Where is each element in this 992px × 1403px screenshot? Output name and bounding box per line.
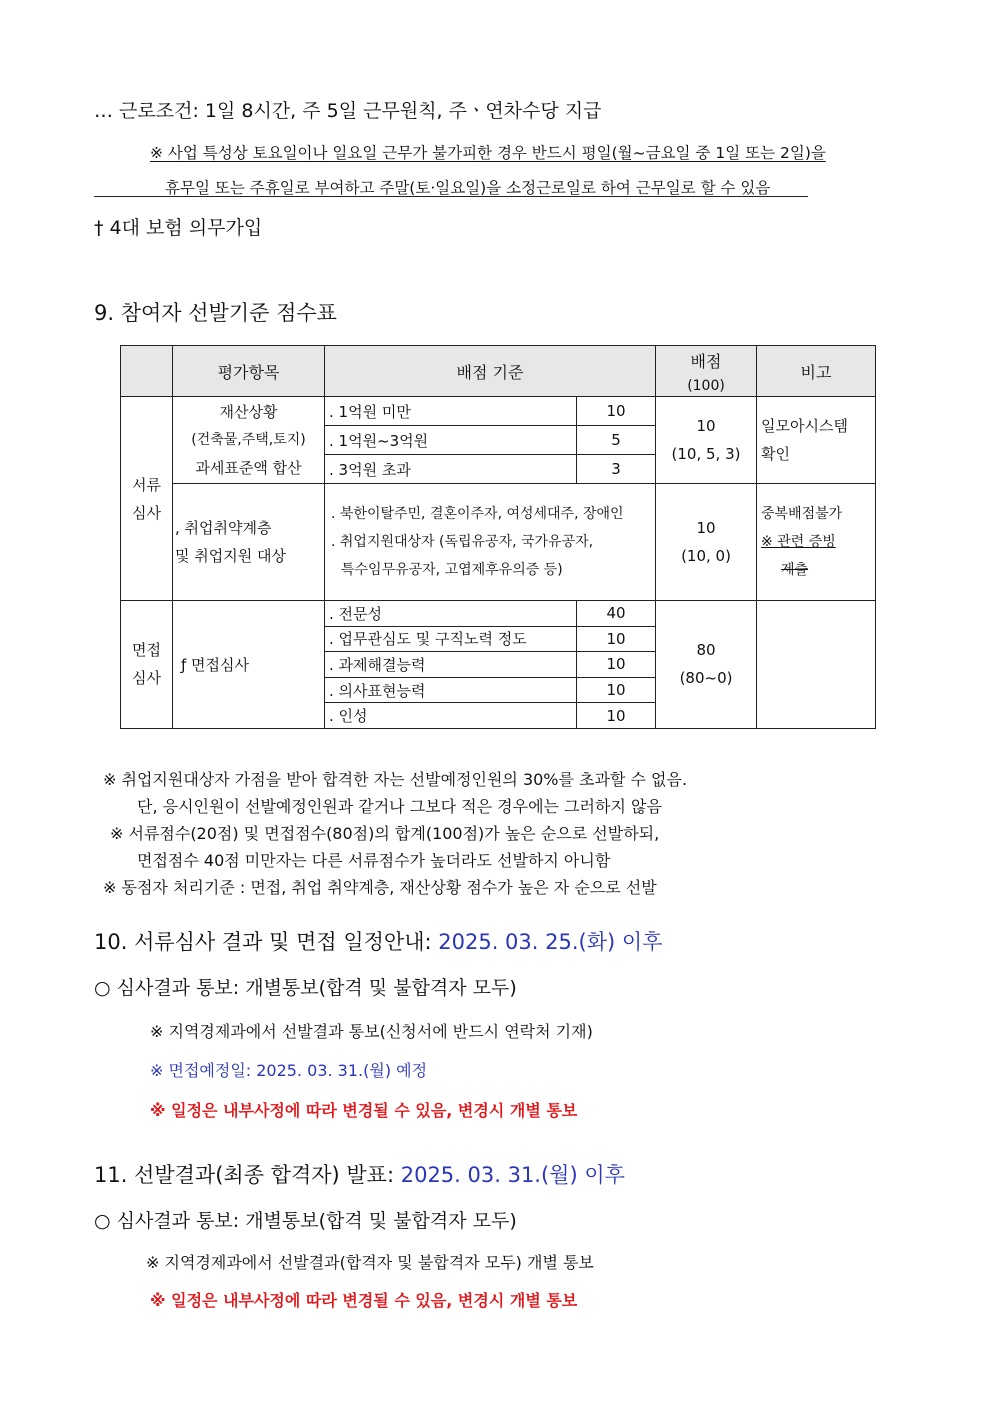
interview-category-line2: 심사 [132,669,161,688]
property-points-2: 5 [577,426,656,455]
table-row [121,601,876,627]
section10-heading [94,926,662,956]
header-score-line1: 배점 [690,351,722,371]
section11-detail-1: ※ 지역경제과에서 선발결과(합격자 및 불합격자 모두) 개별 통보 [146,1253,594,1272]
property-note-line1: 일모아시스템 [761,417,848,435]
header-criteria: 배점 기준 [325,346,656,397]
vulnerable-score [656,484,757,601]
table-row [121,397,876,426]
interview-points-3: 10 [577,652,656,678]
section9-heading: 9. 참여자 선발기준 점수표 [94,301,337,325]
section9-note-3: ※ 서류점수(20점) 및 면접점수(80점)의 합계(100점)가 높은 순으로 선발하되, [110,824,660,843]
work-conditions: … 근로조건: 1일 8시간, 주 5일 근무원칙, 주ㆍ연차수당 지급 [94,100,602,122]
section10-detail-2: ※ 면접예정일: 2025. 03. 31.(월) 예정 [150,1061,428,1080]
interview-note [757,601,876,729]
vulnerable-criteria-line1: . 북한이탈주민, 결혼이주자, 여성세대주, 장애인 [331,506,624,522]
interview-points-4: 10 [577,677,656,703]
vulnerable-criteria [325,484,656,601]
property-criteria-1: . 1억원 미만 [325,397,577,426]
section11-heading-text: 11. 선발결과(최종 합격자) 발표: [94,1163,401,1187]
header-note: 비고 [757,346,876,397]
interview-points-5: 10 [577,703,656,729]
section9-note-2: 단, 응시인원이 선발예정인원과 같거나 그보다 적은 경우에는 그러하지 않음 [137,797,662,816]
section9-note-1: ※ 취업지원대상자 가점을 받아 합격한 자는 선발예정인원의 30%를 초과할 수 없음. [103,770,688,789]
section10-heading-text: 10. 서류심사 결과 및 면접 일정안내: [94,930,439,954]
section9-note-5: ※ 동점자 처리기준 : 면접, 취업 취약계층, 재산상황 점수가 높은 자 순으로 선발 [103,878,657,897]
property-note-line2: 확인 [761,445,790,463]
interview-criteria-2: . 업무관심도 및 구직노력 정도 [325,626,577,652]
property-points-3: 3 [577,455,656,484]
property-criteria-3: . 3억원 초과 [325,455,577,484]
vulnerable-criteria-line3: 특수임무유공자, 고엽제후유의증 등) [341,562,563,578]
property-note [757,397,876,484]
property-score-line1: 10 [696,417,716,435]
property-score-line2: (10, 5, 3) [671,445,741,463]
interview-criteria-5: . 인성 [325,703,577,729]
vulnerable-score-line1: 10 [696,519,716,537]
property-criteria-2: . 1억원~3억원 [325,426,577,455]
section10-heading-date: 2025. 03. 25.(화) 이후 [438,930,663,954]
header-blank [121,346,173,397]
header-score [656,346,757,397]
score-table [120,345,876,729]
section10-detail-1: ※ 지역경제과에서 선발결과 통보(신청서에 반드시 연락처 기재) [150,1022,593,1041]
vulnerable-note-line3: 제출 [781,562,809,578]
interview-criteria-4: . 의사표현능력 [325,677,577,703]
interview-item: ƒ 면접심사 [173,601,325,729]
weekend-note-line1: ※ 사업 특성상 토요일이나 일요일 근무가 불가피한 경우 반드시 평일(월~금요일 중 1일 또는 2일)을 [150,144,826,162]
section11-warning: ※ 일정은 내부사정에 따라 변경될 수 있음, 변경시 개별 통보 [150,1291,578,1310]
property-item-line2: (건축물,주택,토지) [191,432,306,448]
interview-score [656,601,757,729]
section10-notice: ○ 심사결과 통보: 개별통보(합격 및 불합격자 모두) [94,977,517,999]
header-item: 평가항목 [173,346,325,397]
vulnerable-score-line2: (10, 0) [681,547,731,565]
property-item-line1: 재산상황 [219,403,278,421]
section10-warning: ※ 일정은 내부사정에 따라 변경될 수 있음, 변경시 개별 통보 [150,1101,578,1120]
section11-heading-date: 2025. 03. 31.(월) 이후 [400,1163,625,1187]
doc-review-category-line1: 서류 [132,475,161,494]
interview-category [121,601,173,729]
vulnerable-item-line1: , 취업취약계층 [175,519,272,537]
property-item [173,397,325,484]
property-item-line3: 과세표준액 합산 [195,459,302,477]
vulnerable-note-line1: 중복배점불가 [761,506,843,522]
interview-points-2: 10 [577,626,656,652]
interview-score-line1: 80 [696,641,716,660]
note-underline [94,196,808,197]
vulnerable-criteria-line2: . 취업지원대상자 (독립유공자, 국가유공자, [331,534,594,550]
doc-review-category-line2: 심사 [132,503,161,522]
property-score [656,397,757,484]
interview-criteria-1: . 전문성 [325,601,577,627]
table-row [121,484,876,601]
vulnerable-note [757,484,876,601]
doc-review-category [121,397,173,601]
interview-category-line1: 면접 [132,641,161,660]
vulnerable-item-line2: 및 취업지원 대상 [175,547,286,565]
interview-score-line2: (80~0) [679,669,733,688]
interview-points-1: 40 [577,601,656,627]
section9-note-4: 면접점수 40점 미만자는 다른 서류점수가 높더라도 선발하지 아니함 [137,851,611,870]
vulnerable-item [173,484,325,601]
header-score-line2: (100) [687,377,725,394]
section11-heading [94,1159,625,1189]
vulnerable-note-line2: ※ 관련 증빙 [761,534,836,550]
interview-criteria-3: . 과제해결능력 [325,652,577,678]
weekend-note-line2: 휴무일 또는 주휴일로 부여하고 주말(토·일요일)을 소정근로일로 하여 근무일로 할 수 있음 [165,179,771,197]
property-points-1: 10 [577,397,656,426]
section11-notice: ○ 심사결과 통보: 개별통보(합격 및 불합격자 모두) [94,1210,517,1232]
insurance-note: † 4대 보험 의무가입 [94,217,263,239]
table-header-row [121,346,876,397]
